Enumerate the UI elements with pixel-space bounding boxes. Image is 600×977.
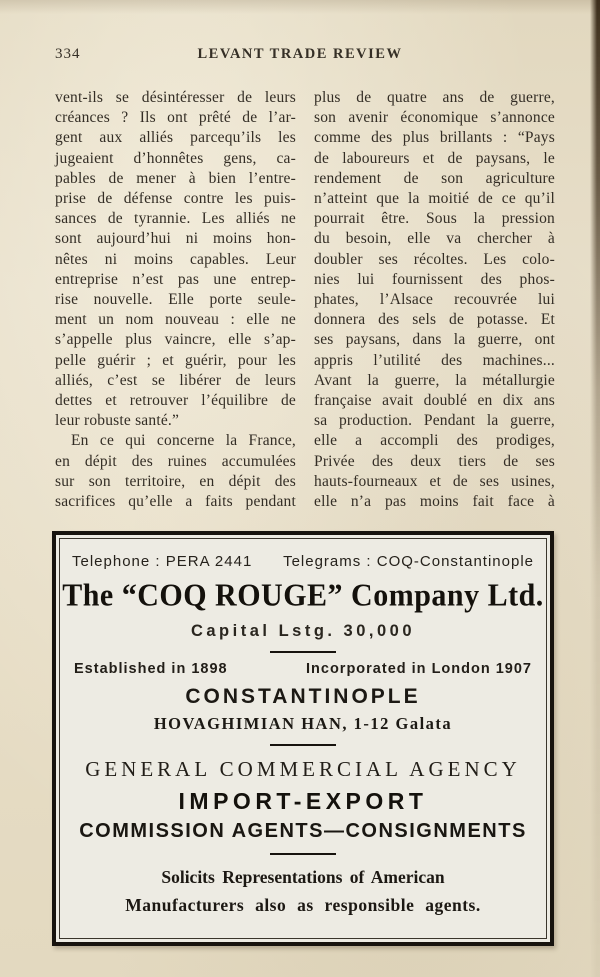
article-column-right bbox=[314, 88, 555, 512]
page-number: 334 bbox=[55, 46, 81, 62]
ad-address: HOVAGHIMIAN HAN, 1-12 Galata bbox=[153, 714, 453, 733]
text-line: hauts-fourneaux et de ses usines, bbox=[314, 472, 555, 490]
ad-capital: Capital Lstg. 30,000 bbox=[190, 622, 416, 640]
text-line: rendement de son agriculture bbox=[314, 169, 555, 187]
text-line: En ce qui concerne la France, bbox=[71, 432, 296, 450]
text-line: du besoin, elle va chercher à bbox=[314, 230, 555, 248]
text-line: créances ? Ils ont prêté de l’ar- bbox=[55, 109, 296, 127]
text-line: sont aujourd’hui ni moins hon- bbox=[55, 230, 296, 248]
article-body bbox=[55, 88, 555, 512]
text-line: sacrifices qu’elle a faits pendant bbox=[55, 493, 296, 511]
page-edge-shadow bbox=[590, 0, 600, 977]
article-column-left bbox=[55, 88, 296, 512]
text-line: donnera des sels de potasse. Et bbox=[314, 311, 555, 329]
text-line: nêtes ni moins capables. Leur bbox=[55, 250, 296, 268]
text-line: doubler ses récoltes. Les colo- bbox=[314, 250, 555, 268]
text-line: comme des plus brillants : “Pays bbox=[314, 129, 555, 147]
text-line: Avant la guerre, la métallurgie bbox=[314, 371, 555, 389]
text-line: elle a accompli des prodiges, bbox=[314, 432, 555, 450]
text-line: vent-ils se désintéresser de leurs bbox=[55, 89, 296, 106]
text-line: alliés, c’est se libérer de leurs bbox=[55, 371, 296, 389]
ad-import-export-line: IMPORT-EXPORT bbox=[178, 788, 428, 814]
text-line: française avait doublé en dix ans bbox=[314, 392, 555, 410]
ad-city: CONSTANTINOPLE bbox=[185, 685, 421, 708]
text-line: sances de tyrannie. Les alliés ne bbox=[55, 210, 296, 228]
text-line: n’atteint que la moitié de ce qu’il bbox=[314, 190, 555, 208]
ad-solicits-line-2: Manufacturers also as responsible agents. bbox=[125, 895, 481, 915]
text-line: s’appelle plus vaincre, elle s’ap- bbox=[55, 331, 296, 349]
page-top-shade bbox=[0, 0, 600, 14]
text-line: appris l’utilité des machines... bbox=[314, 351, 555, 369]
text-line: elle n’a pas moins fait face à bbox=[314, 493, 555, 511]
text-line: pelle guérir ; et guérir, pour les bbox=[55, 351, 296, 369]
ad-solicits-line-1: Solicits Representations of American bbox=[161, 867, 445, 887]
ad-telegrams: Telegrams : COQ-Constantinople bbox=[283, 553, 534, 570]
text-line: sa production. Pendant la guerre, bbox=[314, 412, 555, 430]
text-line: phates, l’Alsace recouvrée lui bbox=[314, 291, 555, 309]
ad-company-name: The “COQ ROUGE” Company Ltd. bbox=[62, 578, 544, 613]
text-line: ses paysans, dans la guerre, ont bbox=[314, 331, 555, 349]
ad-commission-line: COMMISSION AGENTS—CONSIGNMENTS bbox=[79, 820, 527, 842]
ad-established: Established in 1898 bbox=[74, 661, 228, 677]
text-line: en dépit des ruines accumulées bbox=[55, 452, 296, 470]
text-line: Privée des deux tiers de ses bbox=[314, 452, 555, 470]
ad-incorporated: Incorporated in London 1907 bbox=[306, 661, 532, 677]
ad-establishment-row bbox=[60, 653, 546, 677]
text-line: entreprise n’est pas une entrep- bbox=[55, 270, 296, 288]
ad-agency-line: GENERAL COMMERCIAL AGENCY bbox=[85, 757, 521, 781]
advertisement-inner-frame bbox=[59, 538, 547, 939]
ad-contact-row bbox=[60, 539, 546, 570]
text-line: nies lui fournissent des phos- bbox=[314, 270, 555, 288]
text-line: rise nouvelle. Elle porte seule- bbox=[55, 291, 296, 309]
text-line: de laboureurs et de paysans, le bbox=[314, 149, 555, 167]
text-line: jugeaient d’honnêtes gens, ca- bbox=[55, 149, 296, 167]
ad-divider-rule bbox=[270, 853, 336, 855]
text-line: pables de mener à bien l’entre- bbox=[55, 169, 296, 187]
ad-divider-rule bbox=[270, 744, 336, 746]
text-line: pourrait être. Sous la pression bbox=[314, 210, 555, 228]
text-line: plus de quatre ans de guerre, bbox=[314, 89, 555, 106]
text-line: gent aux alliés parcequ’ils les bbox=[55, 129, 296, 147]
text-line: prise de défense contre les puis- bbox=[55, 190, 296, 208]
text-line: dettes et retrouver l’équilibre de bbox=[55, 392, 296, 410]
ad-telephone: Telephone : PERA 2441 bbox=[72, 553, 253, 570]
page-header bbox=[0, 46, 600, 66]
text-line: leur robuste santé.” bbox=[55, 412, 180, 430]
text-line: sur son territoire, en dépit des bbox=[55, 472, 296, 490]
text-line: son avenir économique s’annonce bbox=[314, 109, 555, 127]
advertisement-coq-rouge bbox=[52, 531, 554, 946]
journal-title: LEVANT TRADE REVIEW bbox=[197, 46, 403, 62]
text-line: ment un nom nouveau : elle ne bbox=[55, 311, 296, 329]
